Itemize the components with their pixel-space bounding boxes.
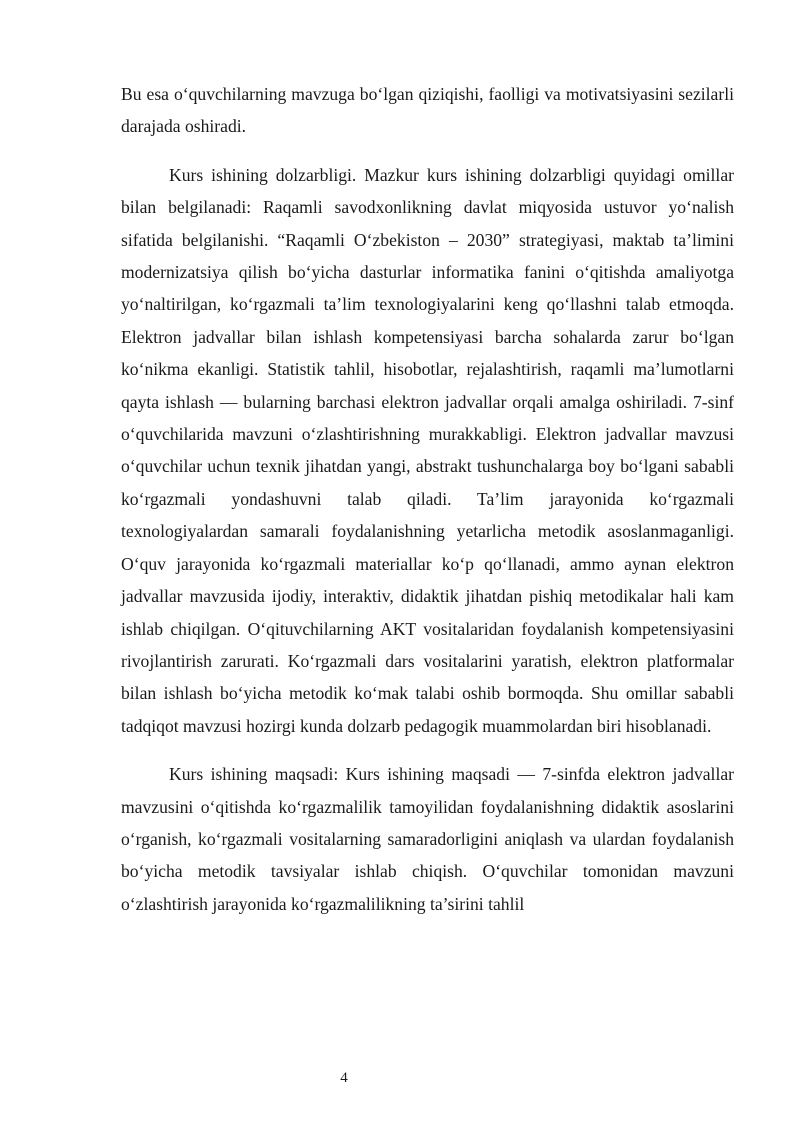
page-number: 4 (340, 1070, 348, 1086)
page-number-footer (0, 1069, 800, 1087)
paragraph-purpose: Kurs ishining maqsadi: Kurs ishining maqsadi — 7-sinfda elektron jadvallar mavzusini o‘qitishda ko‘rgazmalilik tamoyilidan foydalanishning didaktik asoslarini o‘rganish, ko‘rgazmali vositalarning samaradorligini aniqlash va ulardan foydalanish bo‘yicha metodik tavsiyalar ishlab chiqish. O‘quvchilar tomonidan mavzuni o‘zlashtirish jarayonida ko‘rgazmalilikning ta’sirini tahlil (121, 764, 734, 914)
paragraph-relevance: Kurs ishining dolzarbligi. Mazkur kurs ishining dolzarbligi quyidagi omillar bilan belgilanadi: Raqamli savodxonlikning davlat miqyosida ustuvor yo‘nalish sifatida belgilanishi. “Raqamli O‘zbekiston – 2030” strategiyasi, maktab ta’limini modernizatsiya qilish bo‘yicha dasturlar informatika fanini o‘qitishda amaliyotga yo‘naltirilgan, ko‘rgazmali ta’lim texnologiyalarini keng qo‘llashni talab etmoqda. Elektron jadvallar bilan ishlash kompetensiyasi barcha sohalarda zarur bo‘lgan ko‘nikma ekanligi. Statistik tahlil, hisobotlar, rejalashtirish, raqamli ma’lumotlarni qayta ishlash — bularning barchasi elektron jadvallar orqali amalga oshiriladi. 7-sinf o‘quvchilarida mavzuni o‘zlashtirishning murakkabligi. Elektron jadvallar mavzusi o‘quvchilar uchun texnik jihatdan yangi, abstrakt tushunchalarga boy bo‘lgani sababli ko‘rgazmali yondashuvni talab qiladi. Ta’lim jarayonida ko‘rgazmali texnologiyalardan samarali foydalanishning yetarlicha metodik asoslanmaganligi. O‘quv jarayonida ko‘rgazmali materiallar ko‘p qo‘llanadi, ammo aynan elektron jadvallar mavzusida ijodiy, interaktiv, didaktik jihatdan pishiq metodikalar hali kam ishlab chiqilgan. O‘qituvchilarning AKT vositalaridan foydalanish kompetensiyasini rivojlantirish zarurati. Ko‘rgazmali dars vositalarini yaratish, elektron platformalar bilan ishlash bo‘yicha metodik ko‘mak talabi oshib bormoqda. Shu omillar sababli tadqiqot mavzusi hozirgi kunda dolzarb pedagogik muammolardan biri hisoblanadi. (121, 164, 734, 736)
paragraph-intro-continuation: Bu esa o‘quvchilarning mavzuga bo‘lgan qiziqishi, faolligi va motivatsiyasini sezilarli darajada oshiradi. (121, 84, 734, 137)
page-body (121, 78, 734, 920)
